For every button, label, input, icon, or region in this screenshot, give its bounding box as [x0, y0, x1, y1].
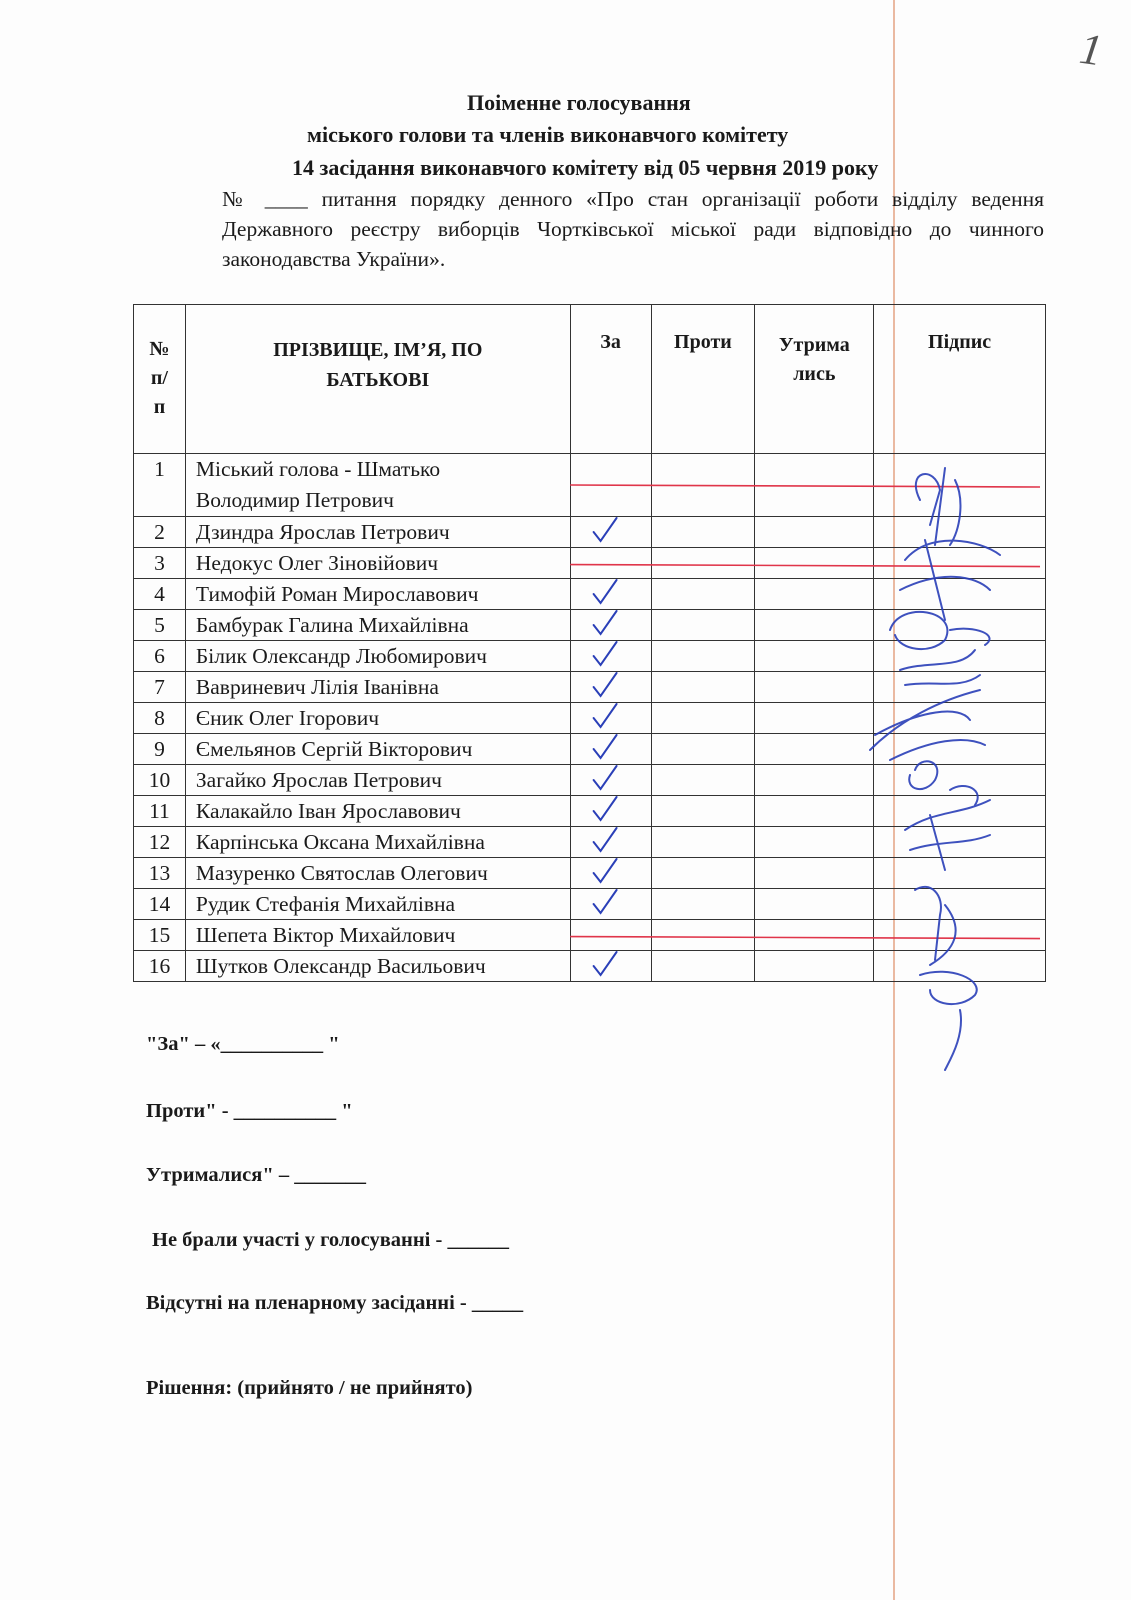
- summary-for: "За" – «__________ ": [146, 1033, 340, 1055]
- row-number: 7: [134, 672, 186, 703]
- member-name-line: Вавриневич Лілія Іванівна: [195, 675, 439, 699]
- col-header-for: За: [570, 305, 651, 454]
- col-header-abstain-line: лись: [793, 363, 836, 385]
- member-name-line: Мазуренко Святослав Олегович: [195, 861, 488, 885]
- member-name-line: Недокус Олег Зіновійович: [195, 551, 439, 575]
- row-number: 4: [134, 579, 186, 610]
- agenda-item: № ____ питання порядку денного «Про стан організації роботи відділу ведення Державного реєстру виборців Чортківської міської ради відповідно до чинного законодавства України».: [222, 187, 1044, 271]
- row-number: 12: [134, 827, 186, 858]
- member-name-line: Калакайло Іван Ярославович: [195, 799, 461, 823]
- summary-decision: Рішення: (прийнято / не прийнято): [146, 1377, 473, 1399]
- member-name-line: Загайко Ярослав Петрович: [195, 768, 442, 792]
- document-title: Поіменне голосування: [467, 90, 691, 115]
- page-number: 1: [1076, 23, 1106, 76]
- check-mark-icon: [594, 766, 617, 789]
- strike-line: [570, 565, 1040, 567]
- summary-abstained: Утрималися" – _______: [146, 1164, 366, 1186]
- row-number: 11: [134, 796, 186, 827]
- member-name-line: Володимир Петрович: [195, 488, 394, 512]
- meeting-date-line: 14 засідання виконавчого комітету від 05 червня 2019 року: [292, 155, 879, 180]
- check-mark-icon: [594, 735, 617, 758]
- check-mark-icon: [594, 673, 617, 696]
- col-header-number-line: №: [149, 338, 170, 360]
- row-number: 13: [134, 858, 186, 889]
- document-subtitle: міського голови та членів виконавчого комітету: [307, 122, 789, 147]
- row-number: 1: [134, 454, 186, 517]
- member-name-line: Білик Олександр Любомирович: [195, 644, 487, 668]
- summary-against: Проти" - __________ ": [146, 1100, 353, 1122]
- check-mark-icon: [594, 890, 617, 913]
- row-number: 14: [134, 889, 186, 920]
- summary-absent: Відсутні на пленарному засіданні - _____: [146, 1292, 524, 1314]
- col-header-name-line: БАТЬКОВІ: [326, 369, 430, 391]
- member-name-line: Міський голова - Шматько: [195, 457, 441, 481]
- col-header-against: Проти: [651, 305, 755, 454]
- signatures-scribble: [870, 468, 1000, 1070]
- col-header-signature: Підпис: [874, 305, 1046, 454]
- member-name-line: Рудик Стефанія Михайлівна: [195, 892, 456, 916]
- row-number: 5: [134, 610, 186, 641]
- col-header-abstain-line: Утрима: [778, 334, 850, 356]
- check-mark-icon: [594, 828, 617, 851]
- member-name-line: Шепета Віктор Михайлович: [195, 923, 456, 947]
- row-number: 10: [134, 765, 186, 796]
- check-mark-icon: [594, 518, 617, 541]
- check-mark-icon: [594, 642, 617, 665]
- member-name-line: Тимофій Роман Мирославович: [195, 582, 479, 606]
- member-name-line: Бамбурак Галина Михайлівна: [195, 613, 469, 637]
- strike-line: [570, 937, 1040, 939]
- check-mark-icon: [594, 797, 617, 820]
- check-mark-icon: [594, 859, 617, 882]
- row-number: 8: [134, 703, 186, 734]
- row-number: 3: [134, 548, 186, 579]
- summary-not-participated: Не брали участі у голосуванні - ______: [152, 1229, 509, 1251]
- check-mark-icon: [594, 704, 617, 727]
- strike-line: [570, 485, 1040, 487]
- check-mark-icon: [594, 580, 617, 603]
- member-name-line: Шутков Олександр Васильович: [195, 954, 486, 978]
- row-number: 6: [134, 641, 186, 672]
- col-header-name-line: ПРІЗВИЩЕ, ІМ’Я, ПО: [273, 339, 483, 361]
- row-number: 2: [134, 517, 186, 548]
- check-mark-icon: [594, 611, 617, 634]
- member-name-line: Ємельянов Сергій Вікторович: [195, 737, 473, 761]
- row-number: 16: [134, 951, 186, 982]
- col-header-number-line: п/: [150, 367, 168, 389]
- member-name-line: Карпінська Оксана Михайлівна: [195, 830, 485, 854]
- member-name-line: Дзиндра Ярослав Петрович: [195, 520, 450, 544]
- member-name-line: Єник Олег Ігорович: [195, 706, 380, 730]
- check-mark-icon: [594, 952, 617, 975]
- col-header-number-line: п: [153, 396, 166, 418]
- row-number: 15: [134, 920, 186, 951]
- row-number: 9: [134, 734, 186, 765]
